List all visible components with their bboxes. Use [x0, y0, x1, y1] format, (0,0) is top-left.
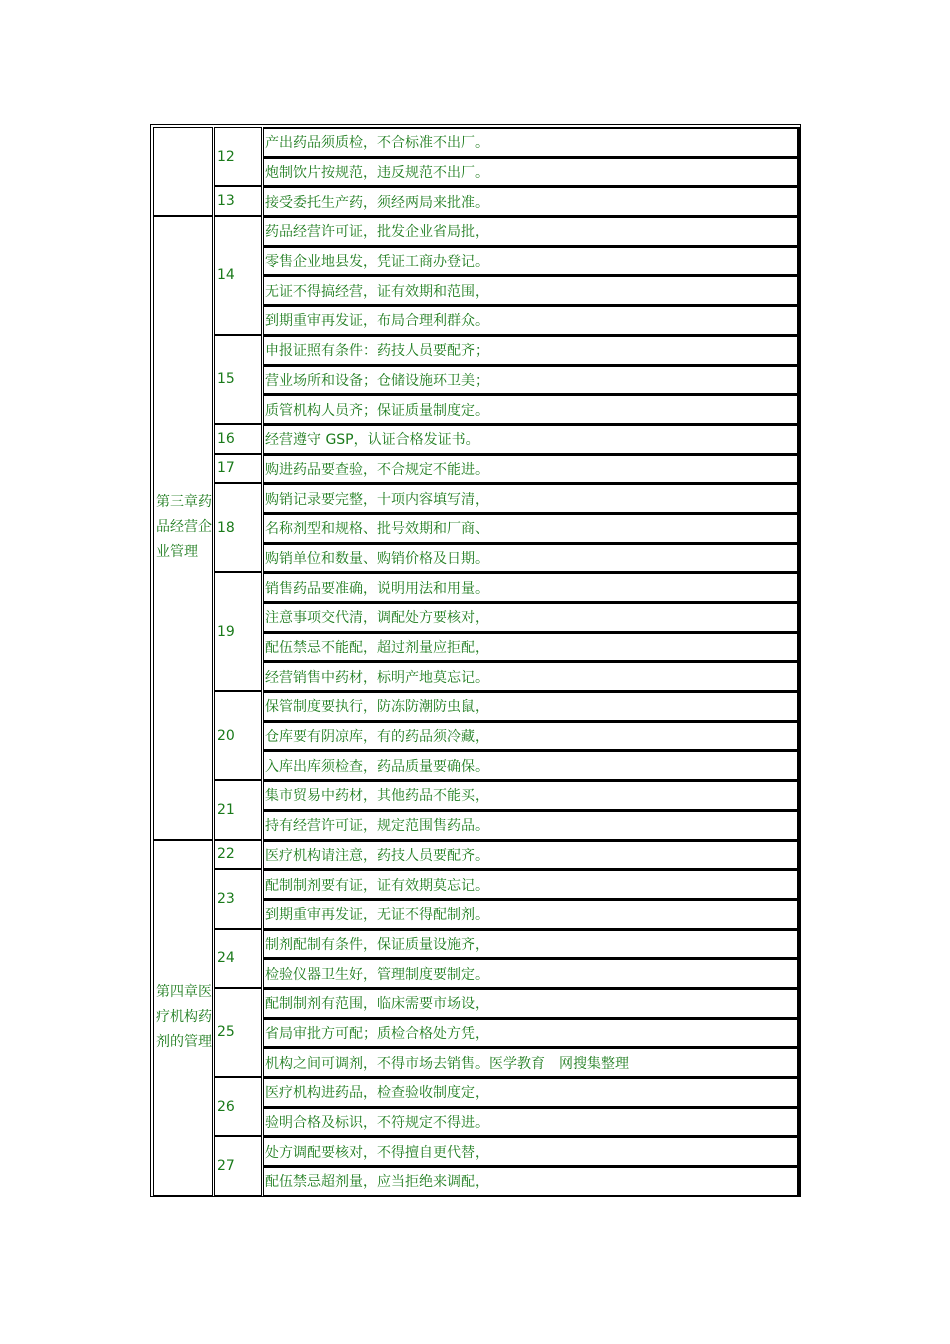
rule-line: 经营遵守 GSP，认证合格发证书。 [263, 424, 800, 454]
item-number: 18 [214, 483, 262, 572]
rule-line: 配制制剂要有证，证有效期莫忘记。 [263, 869, 800, 899]
rule-line: 配伍禁忌超剂量，应当拒绝来调配， [263, 1166, 800, 1196]
rule-line: 保管制度要执行，防冻防潮防虫鼠， [263, 691, 800, 721]
rule-line: 机构之间可调剂，不得市场去销售。医学教育 网搜集整理 [263, 1047, 800, 1077]
rule-line: 入库出库须检查，药品质量要确保。 [263, 750, 800, 780]
rule-line: 药品经营许可证，批发企业省局批， [263, 216, 800, 246]
rule-line: 处方调配要核对，不得擅自更代替， [263, 1136, 800, 1166]
item-number: 24 [214, 929, 262, 988]
rule-line: 无证不得搞经营，证有效期和范围， [263, 275, 800, 305]
rule-line: 验明合格及标识，不符规定不得进。 [263, 1107, 800, 1137]
rule-line: 医疗机构请注意，药技人员要配齐。 [263, 840, 800, 870]
rule-line: 销售药品要准确，说明用法和用量。 [263, 572, 800, 602]
rule-line: 仓库要有阴凉库，有的药品须冷藏， [263, 721, 800, 751]
rule-line: 检验仪器卫生好，管理制度要制定。 [263, 958, 800, 988]
item-number: 13 [214, 186, 262, 216]
item-number: 27 [214, 1136, 262, 1195]
item-number: 25 [214, 988, 262, 1077]
chapter-cell: 第三章药品经营企业管理 [153, 216, 213, 839]
rule-line: 持有经营许可证，规定范围售药品。 [263, 810, 800, 840]
rule-line: 产出药品须质检，不合标准不出厂。 [263, 127, 800, 157]
rule-line: 购销单位和数量、购销价格及日期。 [263, 543, 800, 573]
rule-line: 营业场所和设备；仓储设施环卫美； [263, 365, 800, 395]
item-number: 26 [214, 1077, 262, 1136]
rule-line: 炮制饮片按规范，违反规范不出厂。 [263, 157, 800, 187]
rule-line: 名称剂型和规格、批号效期和厂商、 [263, 513, 800, 543]
item-number: 17 [214, 454, 262, 484]
rule-line: 质管机构人员齐；保证质量制度定。 [263, 394, 800, 424]
chapter-cell [153, 127, 213, 216]
rule-line: 零售企业地县发，凭证工商办登记。 [263, 246, 800, 276]
rule-line: 省局审批方可配；质检合格处方凭， [263, 1018, 800, 1048]
rule-line: 注意事项交代清，调配处方要核对， [263, 602, 800, 632]
rule-line: 接受委托生产药，须经两局来批准。 [263, 186, 800, 216]
item-number: 22 [214, 840, 262, 870]
rule-line: 申报证照有条件：药技人员要配齐； [263, 335, 800, 365]
item-number: 23 [214, 869, 262, 928]
item-number: 20 [214, 691, 262, 780]
rule-line: 集市贸易中药材，其他药品不能买， [263, 780, 800, 810]
item-number: 12 [214, 127, 262, 186]
rule-line: 购进药品要查验，不合规定不能进。 [263, 454, 800, 484]
rule-line: 到期重审再发证，无证不得配制剂。 [263, 899, 800, 929]
item-number: 16 [214, 424, 262, 454]
rule-line: 制剂配制有条件，保证质量设施齐， [263, 929, 800, 959]
rule-line: 购销记录要完整，十项内容填写清， [263, 483, 800, 513]
item-number: 19 [214, 572, 262, 691]
item-number: 15 [214, 335, 262, 424]
rule-line: 到期重审再发证，布局合理利群众。 [263, 305, 800, 335]
rule-line: 配制制剂有范围，临床需要市场设， [263, 988, 800, 1018]
rule-line: 配伍禁忌不能配，超过剂量应拒配， [263, 632, 800, 662]
item-number: 14 [214, 216, 262, 335]
rule-line: 经营销售中药材，标明产地莫忘记。 [263, 661, 800, 691]
chapter-cell: 第四章医疗机构药剂的管理 [153, 840, 213, 1196]
regulation-table [150, 124, 801, 1197]
rule-line: 医疗机构进药品，检查验收制度定， [263, 1077, 800, 1107]
item-number: 21 [214, 780, 262, 839]
